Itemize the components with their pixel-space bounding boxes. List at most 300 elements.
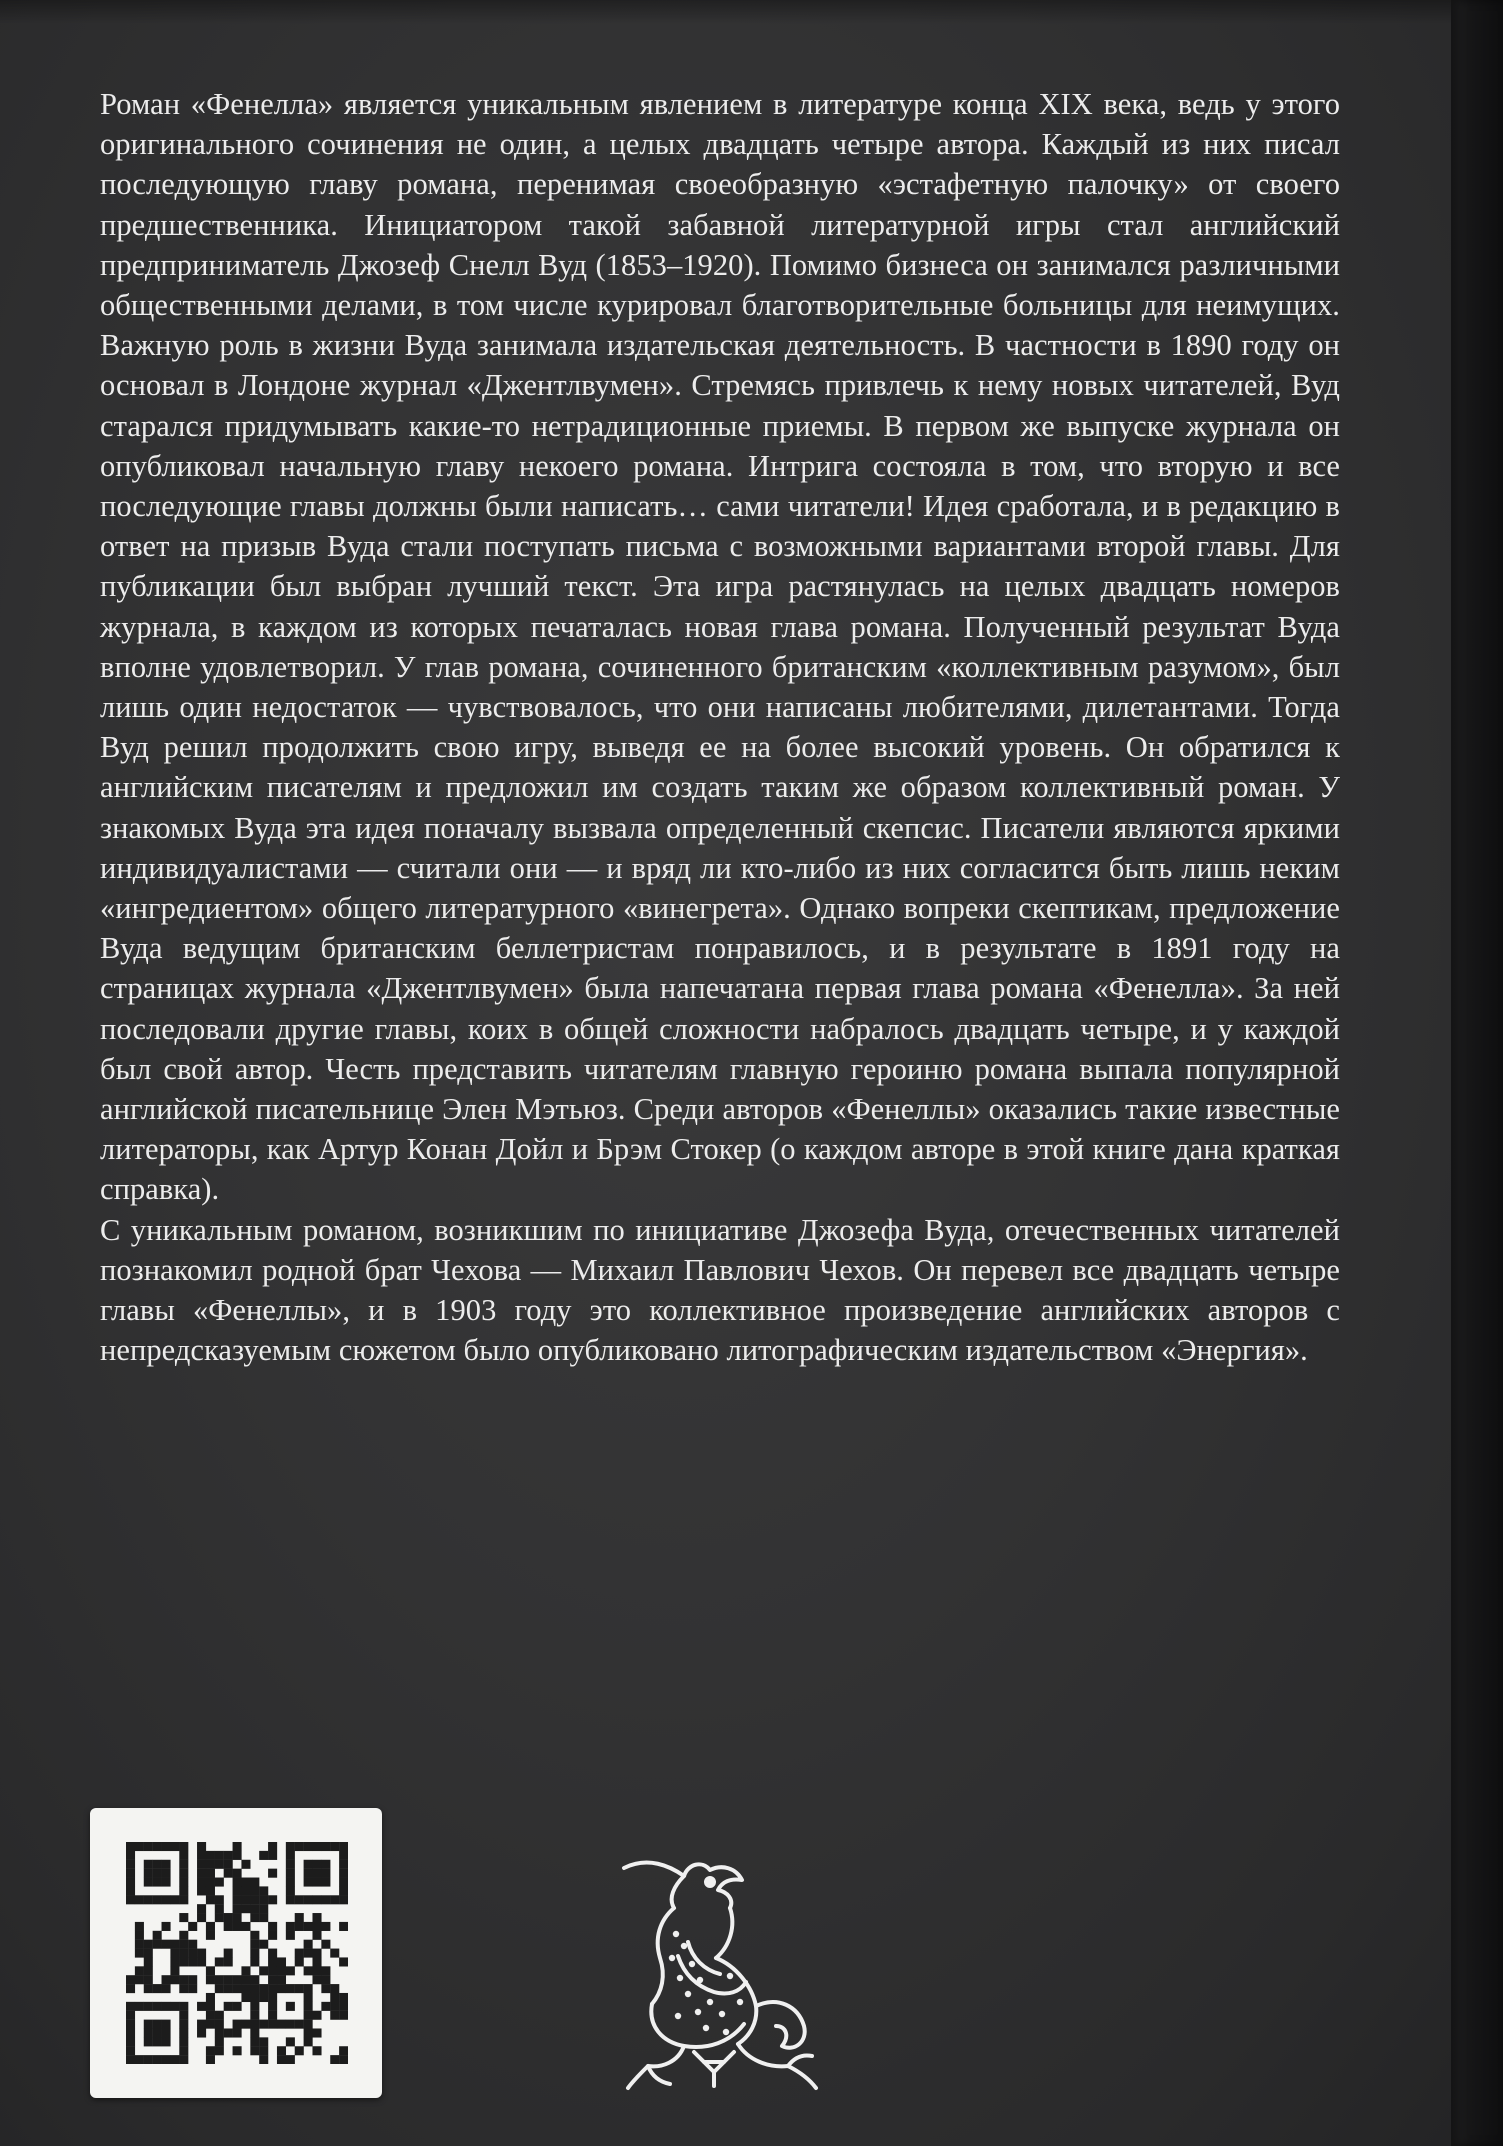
qr-module: [233, 1922, 242, 1931]
qr-module: [179, 1886, 188, 1895]
qr-module: [197, 1851, 206, 1860]
qr-module: [259, 1904, 268, 1913]
qr-module: [268, 1895, 277, 1904]
qr-module: [312, 1913, 321, 1922]
qr-module: [304, 1869, 313, 1878]
qr-module: [312, 1949, 321, 1958]
qr-module: [188, 1922, 197, 1931]
qr-module: [277, 1957, 286, 1966]
qr-module: [286, 1869, 295, 1878]
qr-module: [224, 1957, 233, 1966]
qr-module: [286, 1851, 295, 1860]
qr-module: [339, 1842, 348, 1851]
qr-module: [144, 1869, 153, 1878]
qr-module: [250, 2002, 259, 2011]
qr-module: [144, 1957, 153, 1966]
qr-module: [259, 2046, 268, 2055]
qr-module: [286, 2020, 295, 2029]
qr-module: [304, 2020, 313, 2029]
qr-module: [286, 1931, 295, 1940]
qr-module: [304, 1922, 313, 1931]
qr-module: [304, 1860, 313, 1869]
qr-module: [179, 1869, 188, 1878]
qr-module: [224, 1975, 233, 1984]
qr-module: [162, 1922, 171, 1931]
qr-module: [286, 1886, 295, 1895]
qr-module: [233, 1878, 242, 1887]
qr-module: [206, 1922, 215, 1931]
annotation-text: [100, 84, 1340, 1371]
qr-module: [250, 2020, 259, 2029]
qr-module: [162, 2020, 171, 2029]
qr-module: [126, 1984, 135, 1993]
qr-module: [206, 1860, 215, 1869]
qr-module: [321, 1984, 330, 1993]
qr-module: [224, 1984, 233, 1993]
qr-module: [170, 2002, 179, 2011]
qr-module: [197, 1878, 206, 1887]
qr-module: [215, 1957, 224, 1966]
qr-module: [277, 2046, 286, 2055]
qr-module: [188, 1957, 197, 1966]
qr-module: [144, 2002, 153, 2011]
qr-module: [215, 1851, 224, 1860]
annotation-paragraph-1: Роман «Фенелла» является уникальным явлением в литературе конца XIX века, ведь у этого оригинального сочинения не один, а целых двадцать четыре автора. Каждый из них писал последующую главу романа, перенимая своеобразную «эстафетную палочку» от своего предшественника. Инициатором такой забавной литературной игры стал английский предприниматель Джозеф Снелл Вуд (1853–1920). Помимо бизнеса он занимался различными общественными делами, в том числе курировал благотворительные больницы для неимущих. Важную роль в жизни Вуда занимала издательская деятельность. В частности в 1890 году он основал в Лондоне журнал «Джентлвумен». Стремясь привлечь к нему новых читателей, Вуд старался придумывать какие-то нетрадиционные приемы. В первом же выпуске журнала он опубликовал начальную главу некоего романа. Интрига состояла в том, что вторую и все последующие главы должны были написать… сами читатели! Идея сработала, и в редакцию в ответ на призыв Вуда стали поступать письма с возможными вариантами второй главы. Для публикации был выбран лучший текст. Эта игра растянулась на целых двадцать номеров журнала, в каждом из которых печаталась новая глава романа. Полученный результат Вуда вполне удовлетворил. У глав романа, сочиненного британским «коллективным разумом», был лишь один недостаток — чувствовалось, что они написаны любителями, дилетантами. Тогда Вуд решил продолжить свою игру, выведя ее на более высокий уровень. Он обратился к английским писателям и предложил им создать таким же образом коллективный роман. У знакомых Вуда эта идея поначалу вызвала определенный скепсис. Писатели являются яркими индивидуалистами — считали они — и вряд ли кто-либо из них согласится быть лишь неким «ингредиентом» общего литературного «винегрета». Однако вопреки скептикам, предложение Вуда ведущим британским беллетристам понравилось, и в результате в 1891 году на страницах журнала «Джентлвумен» была напечатана первая глава романа «Фенелла». За ней последовали другие главы, коих в общей сложности набралось двадцать четыре, и у каждой был свой автор. Честь представить читателям главную героиню романа выпала популярной английской писательнице Элен Мэтьюз. Среди авторов «Фенеллы» оказались такие известные литераторы, как Артур Конан Дойл и Брэм Стокер (о каждом авторе в этой книге дана краткая справка).: [100, 87, 1340, 1207]
qr-module: [162, 1895, 171, 1904]
qr-module: [144, 1860, 153, 1869]
qr-module: [295, 1957, 304, 1966]
qr-module: [295, 1984, 304, 1993]
qr-module: [215, 2037, 224, 2046]
qr-module: [170, 1966, 179, 1975]
qr-module: [135, 1931, 144, 1940]
qr-module: [206, 1975, 215, 1984]
qr-module: [215, 1904, 224, 1913]
qr-module: [286, 1984, 295, 1993]
qr-module: [215, 1860, 224, 1869]
qr-module: [241, 1966, 250, 1975]
qr-module: [206, 2046, 215, 2055]
qr-module: [312, 2028, 321, 2037]
qr-module: [339, 1851, 348, 1860]
qr-module: [321, 1878, 330, 1887]
qr-module: [153, 2037, 162, 2046]
qr-module: [330, 2055, 339, 2064]
qr-module: [259, 1913, 268, 1922]
qr-module: [197, 1913, 206, 1922]
qr-module: [188, 1975, 197, 1984]
qr-module: [304, 2037, 313, 2046]
qr-module: [250, 1913, 259, 1922]
qr-module: [170, 1842, 179, 1851]
qr-module: [215, 2020, 224, 2029]
qr-module: [304, 2028, 313, 2037]
qr-module: [312, 1895, 321, 1904]
qr-module: [277, 1975, 286, 1984]
qr-module: [268, 1966, 277, 1975]
qr-module: [144, 1966, 153, 1975]
griffin-logo-icon: [618, 1846, 832, 2096]
qr-module: [206, 1931, 215, 1940]
qr-module: [312, 1860, 321, 1869]
qr-module: [197, 2028, 206, 2037]
qr-module: [126, 2028, 135, 2037]
qr-module: [126, 2011, 135, 2020]
qr-module: [215, 1984, 224, 1993]
qr-module: [162, 1869, 171, 1878]
qr-module: [241, 1993, 250, 2002]
qr-module: [286, 2002, 295, 2011]
qr-module: [153, 2002, 162, 2011]
qr-module: [215, 1878, 224, 1887]
qr-module: [268, 2002, 277, 2011]
qr-module: [286, 2055, 295, 2064]
qr-module: [179, 2020, 188, 2029]
qr-module: [286, 1878, 295, 1887]
qr-module: [206, 2011, 215, 2020]
qr-module: [153, 2020, 162, 2029]
qr-module: [330, 1842, 339, 1851]
qr-module: [215, 1895, 224, 1904]
qr-module: [295, 1895, 304, 1904]
qr-module: [215, 1975, 224, 1984]
qr-module: [179, 1842, 188, 1851]
qr-module: [304, 1984, 313, 1993]
qr-module: [224, 2028, 233, 2037]
qr-module: [250, 1984, 259, 1993]
qr-module: [295, 1913, 304, 1922]
qr-module: [224, 1913, 233, 1922]
qr-module: [179, 2028, 188, 2037]
qr-module: [259, 1895, 268, 1904]
qr-module: [277, 1984, 286, 1993]
qr-module: [250, 1993, 259, 2002]
qr-module: [330, 1984, 339, 1993]
qr-module: [286, 2037, 295, 2046]
qr-module: [241, 2020, 250, 2029]
annotation-paragraph-2: С уникальным романом, возникшим по инициативе Джозефа Вуда, отечественных читателей познакомил родной брат Чехова — Михаил Павлович Чехов. Он перевел все двадцать четыре главы «Фенеллы», и в 1903 году это коллективное произведение английских авторов с непредсказуемым сюжетом было опубликовано литографическим издательством «Энергия».: [100, 1212, 1340, 1368]
qr-module: [304, 1878, 313, 1887]
qr-module: [162, 1878, 171, 1887]
qr-module: [330, 2002, 339, 2011]
qr-module: [135, 1895, 144, 1904]
qr-module: [206, 2055, 215, 2064]
qr-module: [197, 1842, 206, 1851]
qr-module: [330, 1949, 339, 1958]
qr-module: [197, 1869, 206, 1878]
qr-module: [268, 1993, 277, 2002]
qr-module: [197, 1957, 206, 1966]
qr-module: [144, 2028, 153, 2037]
qr-module: [286, 1922, 295, 1931]
qr-module: [259, 2020, 268, 2029]
qr-module: [286, 1860, 295, 1869]
qr-module: [250, 1949, 259, 1958]
qr-module: [304, 1842, 313, 1851]
qr-module: [224, 1922, 233, 1931]
qr-module: [250, 2037, 259, 2046]
qr-module: [277, 1966, 286, 1975]
qr-module: [144, 1949, 153, 1958]
qr-module: [162, 2002, 171, 2011]
qr-module: [126, 1842, 135, 1851]
qr-module: [135, 2002, 144, 2011]
qr-module: [233, 1869, 242, 1878]
qr-module: [241, 1886, 250, 1895]
qr-module: [233, 1895, 242, 1904]
qr-module: [188, 1949, 197, 1958]
qr-module: [144, 1842, 153, 1851]
qr-module: [179, 1860, 188, 1869]
qr-module: [144, 1984, 153, 1993]
qr-module: [295, 1842, 304, 1851]
qr-module: [162, 1842, 171, 1851]
qr-module: [339, 2002, 348, 2011]
qr-module: [268, 1842, 277, 1851]
qr-module: [206, 1886, 215, 1895]
qr-module: [162, 1860, 171, 1869]
qr-module: [259, 1993, 268, 2002]
qr-module: [135, 2055, 144, 2064]
qr-module: [162, 2028, 171, 2037]
qr-module: [197, 1860, 206, 1869]
qr-module: [339, 1878, 348, 1887]
qr-module: [321, 1966, 330, 1975]
qr-module: [295, 2020, 304, 2029]
qr-module: [268, 1931, 277, 1940]
qr-module: [312, 1966, 321, 1975]
qr-module: [233, 1851, 242, 1860]
qr-module: [241, 1975, 250, 1984]
qr-module: [224, 2002, 233, 2011]
qr-module: [162, 1975, 171, 1984]
qr-module: [339, 1922, 348, 1931]
qr-module: [153, 1869, 162, 1878]
qr-module: [304, 1895, 313, 1904]
qr-module: [339, 1886, 348, 1895]
qr-module: [312, 1869, 321, 1878]
qr-module: [153, 1940, 162, 1949]
qr-module: [179, 1913, 188, 1922]
qr-module: [162, 1940, 171, 1949]
qr-module: [206, 2020, 215, 2029]
qr-module: [250, 1878, 259, 1887]
qr-module: [268, 2020, 277, 2029]
qr-module: [250, 2011, 259, 2020]
qr-module: [250, 2028, 259, 2037]
qr-module: [144, 2020, 153, 2029]
qr-module: [250, 1957, 259, 1966]
qr-module: [153, 1984, 162, 1993]
qr-module: [312, 2011, 321, 2020]
qr-module: [188, 1940, 197, 1949]
qr-module: [312, 1931, 321, 1940]
qr-module: [197, 1949, 206, 1958]
qr-module: [233, 2028, 242, 2037]
qr-module: [162, 1984, 171, 1993]
qr-module: [126, 2002, 135, 2011]
qr-module: [304, 1949, 313, 1958]
qr-module: [135, 1922, 144, 1931]
qr-module: [295, 1922, 304, 1931]
qr-module: [144, 2055, 153, 2064]
qr-module: [250, 2046, 259, 2055]
qr-module: [126, 2055, 135, 2064]
qr-module: [153, 1878, 162, 1887]
qr-module: [153, 1931, 162, 1940]
qr-module: [321, 1895, 330, 1904]
qr-module: [188, 1984, 197, 1993]
qr-module: [233, 1984, 242, 1993]
qr-module: [206, 1966, 215, 1975]
qr-module: [170, 1940, 179, 1949]
qr-module: [197, 1886, 206, 1895]
qr-module: [312, 1842, 321, 1851]
qr-module: [144, 1895, 153, 1904]
qr-module: [162, 2037, 171, 2046]
qr-module: [259, 2055, 268, 2064]
qr-module: [197, 2002, 206, 2011]
qr-module: [197, 1904, 206, 1913]
qr-module: [170, 1975, 179, 1984]
qr-module: [233, 1886, 242, 1895]
qr-module: [170, 1895, 179, 1904]
qr-module: [339, 1869, 348, 1878]
qr-module: [153, 2055, 162, 2064]
qr-module: [233, 2046, 242, 2055]
qr-module: [144, 1940, 153, 1949]
qr-module: [126, 1895, 135, 1904]
book-spine-edge: [1451, 0, 1503, 2146]
qr-module: [135, 1966, 144, 1975]
qr-module: [215, 1913, 224, 1922]
qr-module: [339, 2055, 348, 2064]
qr-module: [295, 1949, 304, 1958]
qr-module: [295, 2046, 304, 2055]
qr-module: [304, 1966, 313, 1975]
qr-module: [321, 2002, 330, 2011]
qr-module: [144, 1878, 153, 1887]
qr-module: [304, 1940, 313, 1949]
qr-module: [259, 1940, 268, 1949]
qr-module: [224, 1860, 233, 1869]
qr-module: [179, 1984, 188, 1993]
qr-module: [250, 1931, 259, 1940]
qr-module: [179, 1931, 188, 1940]
qr-module: [197, 2020, 206, 2029]
qr-module: [304, 2011, 313, 2020]
qr-module: [233, 1842, 242, 1851]
qr-module: [321, 1922, 330, 1931]
qr-module: [277, 2055, 286, 2064]
qr-module: [268, 1869, 277, 1878]
qr-module: [339, 2011, 348, 2020]
qr-module: [241, 1922, 250, 1931]
qr-module: [233, 2020, 242, 2029]
qr-module: [215, 2028, 224, 2037]
qr-module: [162, 2055, 171, 2064]
qr-module: [250, 1904, 259, 1913]
qr-module: [215, 2011, 224, 2020]
qr-module: [339, 1957, 348, 1966]
qr-module: [179, 1895, 188, 1904]
qr-module: [126, 2020, 135, 2029]
qr-module: [241, 1878, 250, 1887]
qr-module: [321, 1860, 330, 1869]
qr-module: [277, 2020, 286, 2029]
qr-module: [144, 1975, 153, 1984]
qr-module: [126, 1869, 135, 1878]
qr-module: [330, 2011, 339, 2020]
qr-module: [126, 1975, 135, 1984]
qr-module: [179, 2046, 188, 2055]
qr-module: [179, 1949, 188, 1958]
qr-module: [321, 1842, 330, 1851]
qr-module: [206, 1878, 215, 1887]
qr-module: [170, 2055, 179, 2064]
qr-module: [330, 1993, 339, 2002]
qr-module: [179, 1940, 188, 1949]
qr-module: [312, 1957, 321, 1966]
qr-module: [250, 1940, 259, 1949]
qr-module: [312, 1878, 321, 1887]
qr-module: [126, 1886, 135, 1895]
qr-module: [241, 1984, 250, 1993]
qr-module: [206, 1869, 215, 1878]
qr-module: [250, 1975, 259, 1984]
qr-module: [135, 1842, 144, 1851]
qr-module: [339, 1860, 348, 1869]
qr-module: [126, 2037, 135, 2046]
qr-module: [233, 2002, 242, 2011]
qr-module: [144, 2037, 153, 2046]
qr-module: [259, 2037, 268, 2046]
qr-module: [215, 2046, 224, 2055]
qr-module: [268, 1949, 277, 1958]
qr-module: [153, 1895, 162, 1904]
qr-module: [321, 1940, 330, 1949]
qr-module: [268, 2011, 277, 2020]
qr-code-icon: [126, 1842, 348, 2064]
qr-module: [233, 1913, 242, 1922]
qr-module: [153, 2028, 162, 2037]
qr-module: [206, 2002, 215, 2011]
qr-module: [304, 1993, 313, 2002]
qr-module: [241, 1904, 250, 1913]
qr-module: [241, 1895, 250, 1904]
qr-module: [179, 2002, 188, 2011]
qr-module: [206, 1895, 215, 1904]
qr-module: [330, 1895, 339, 1904]
qr-module: [233, 1975, 242, 1984]
qr-module: [179, 1851, 188, 1860]
qr-module: [224, 1869, 233, 1878]
qr-module: [339, 2046, 348, 2055]
qr-module: [268, 1984, 277, 1993]
qr-module: [286, 1842, 295, 1851]
qr-module: [126, 1878, 135, 1887]
qr-module: [179, 1975, 188, 1984]
qr-module: [170, 1957, 179, 1966]
qr-module: [179, 2011, 188, 2020]
qr-module: [312, 1922, 321, 1931]
qr-module: [339, 1895, 348, 1904]
qr-module: [179, 1957, 188, 1966]
qr-module: [259, 1851, 268, 1860]
qr-module: [268, 1851, 277, 1860]
qr-module: [250, 1886, 259, 1895]
top-shadow: [0, 0, 1451, 24]
